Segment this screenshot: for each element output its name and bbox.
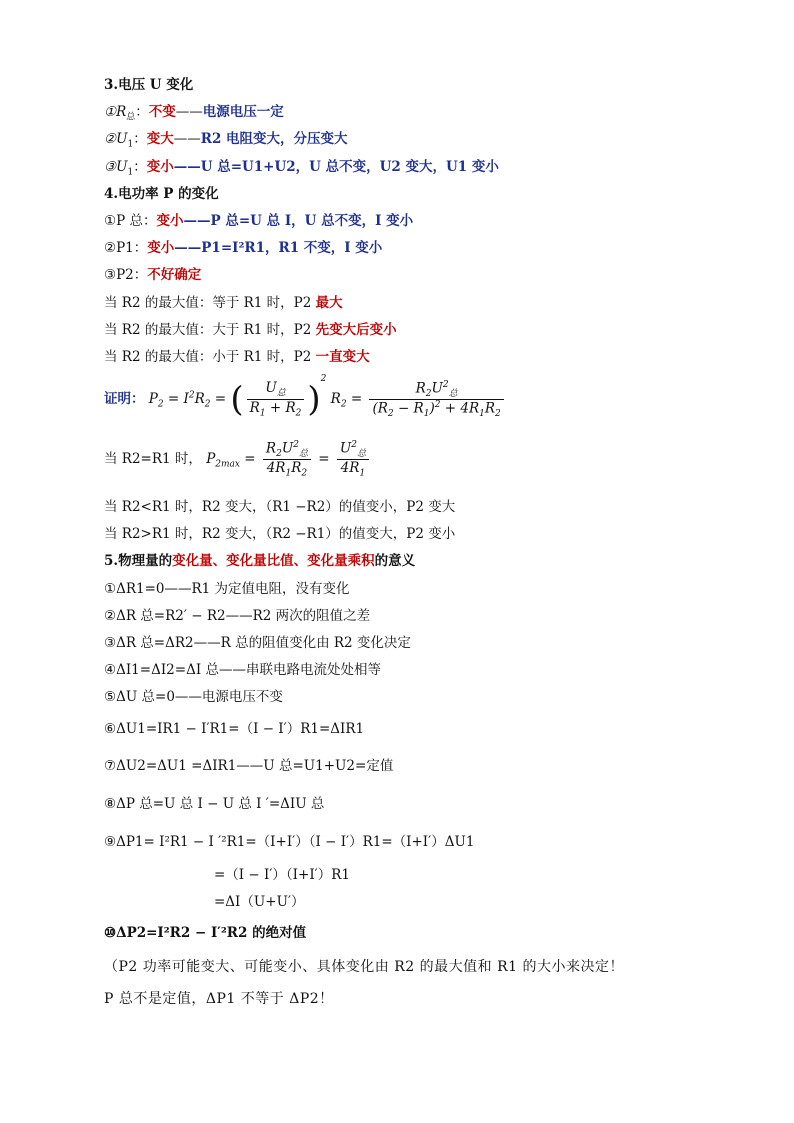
sec4-l1-v2: ——P 总=U 总 I，U 总不变，I 变小 [183,213,414,229]
sec4-l2-v1: 变小 [147,240,175,256]
sec3-title: 3.电压 U 变化 [104,77,194,93]
sec5-item: ②ΔR 总=R2′ − R2——R2 两次的阻值之差 [104,608,371,624]
sec4-l1-pre: ①P 总： [104,213,157,229]
sec4-l3-pre: ③P2： [104,267,148,283]
sec3-line-1 [104,103,284,127]
sec3-l2-colon: ： [133,131,147,147]
sec4-lt-line: 当 R2<R1 时，R2 变大，（R1 −R2）的值变小，P2 变大 [104,499,456,515]
sec3-l3-pre: ③U [104,159,128,175]
sec4-c3-v: 一直变大 [315,349,370,365]
sec3-l3-sub: 1 [127,167,134,178]
sec4-c1-pre: 当 R2 的最大值：等于 R1 时，P2 [104,295,316,311]
sec3-l3-v2: ——U 总=U1+U2，U 总不变，U2 变大，U1 变小 [173,159,499,175]
sec3-l1-dash: —— [175,104,203,120]
sec4-case-1 [104,294,343,312]
max-eq-when: 当 R2=R1 时， [104,450,202,467]
sec3-l3-colon: ： [133,159,147,175]
sec5-title [104,552,415,570]
proof-label: 证明： [104,391,145,407]
sec4-title: 4.电功率 P 的变化 [104,186,219,202]
sec5-item: =ΔI（U+U′） [214,894,305,910]
sec3-l1-colon: ： [135,104,149,120]
sec5-item: ③ΔR 总=ΔR2——R 总的阻值变化由 R2 变化决定 [104,635,411,651]
sec5-item: ⑦ΔU2=ΔU1 =ΔIR1——U 总=U1+U2=定值 [104,758,394,774]
sec4-l3-v1: 不好确定 [147,267,202,283]
sec4-l2-pre: ②P1： [104,240,148,256]
sec5-item: ④ΔI1=ΔI2=ΔI 总——串联电路电流处处相等 [104,662,381,678]
sec5-item: =（I − I′）（I+I′）R1 [214,867,350,883]
sec3-l1-pre: ①R [104,104,127,120]
sec4-c2-v: 先变大后变小 [315,322,397,338]
sec4-l2-v2: ——P1=I²R1，R1 不变，I 变小 [174,240,383,256]
sec3-l2-dash: —— [173,131,201,147]
sec4-case-2 [104,321,397,339]
sec5-item: ⑨ΔP1= I²R1 − I ′²R1=（I+I′）（I − I′）R1=（I+I′）ΔU1 [104,834,475,850]
sec5-item: ①ΔR1=0——R1 为定值电阻，没有变化 [104,581,350,597]
sec4-l1-v1: 变小 [156,213,184,229]
sec5-note: （P2 功率可能变大、可能变小、具体变化由 R2 的最大值和 R1 的大小来决定！ [104,959,624,975]
sec4-line-3 [104,266,201,284]
sec3-l1-v2: 电源电压一定 [202,104,284,120]
sec5-item: ⑧ΔP 总=U 总 I − U 总 I ′=ΔIU 总 [104,796,325,812]
sec3-l2-sub: 1 [127,139,134,150]
sec4-c2-pre: 当 R2 的最大值：大于 R1 时，P2 [104,322,316,338]
sec3-line-2 [104,130,348,154]
sec3-l2-pre: ②U [104,131,128,147]
sec4-c1-v: 最大 [315,295,343,311]
sec5-title-red: 变化量、变化量比值、变化量乘积 [172,553,375,569]
sec3-l2-v2: R2 电阻变大，分压变大 [200,131,348,147]
sec3-l2-v1: 变大 [146,131,174,147]
sec4-c3-pre: 当 R2 的最大值：小于 R1 时，P2 [104,349,316,365]
sec3-l3-v1: 变小 [146,159,174,175]
sec3-l1-sub: 总 [126,112,136,123]
sec5-item: ⑩ΔP2=I²R2 − I′²R2 的绝对值 [104,925,307,941]
sec4-gt-line: 当 R2>R1 时，R2 变大，（R2 −R1）的值变大，P2 变小 [104,526,456,542]
max-equation: 当 R2=R1 时， $P_{2max}$ = $\frac{R_2U^2_总}{4R_1R_2}$ = $\frac{U^2_总}{4R_1}$ [104,440,372,479]
proof-equation: 证明： $P_2 = I^2R_2$ = ( $\frac{U_总}{R_1 + R_2}$ )$^2$ $R_2$ = $\frac{R_2U^2_总}{(R_2 - R_1)^2 + 4R_1R_2}$ [104,374,507,420]
sec5-title-pre: 5.物理量的 [104,553,173,569]
sec4-line-1 [104,212,413,230]
sec4-case-3 [104,348,370,366]
sec5-item: ⑥ΔU1=IR1 − I′R1=（I − I′）R1=ΔIR1 [104,721,365,737]
sec3-l1-v1: 不变 [148,104,176,120]
sec5-title-post: 的意义 [374,553,416,569]
sec5-item: ⑤ΔU 总=0——电源电压不变 [104,689,283,705]
sec4-line-2 [104,239,382,257]
sec3-line-3 [104,158,499,182]
sec5-note: P 总不是定值，ΔP1 不等于 ΔP2！ [104,991,334,1007]
